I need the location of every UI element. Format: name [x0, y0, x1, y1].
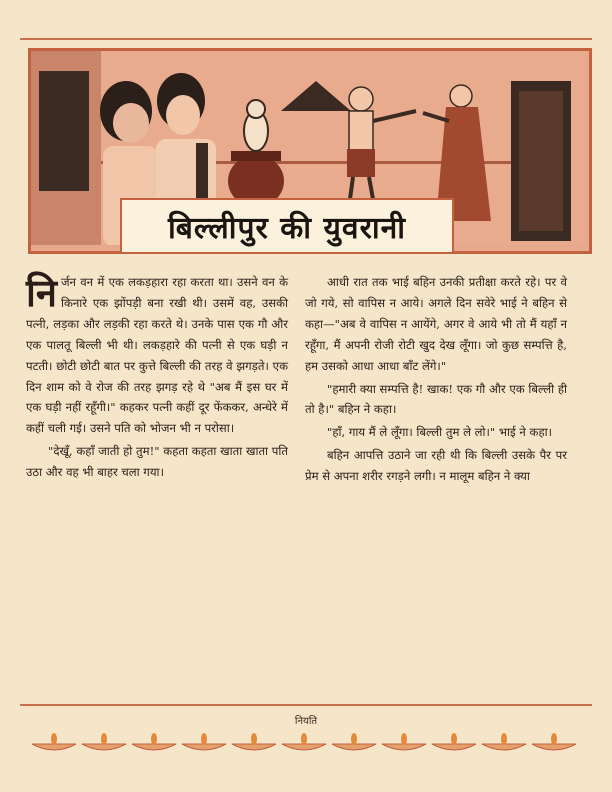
footer-border-line — [20, 704, 592, 706]
paragraph: आधी रात तक भाई बहिन उनकी प्रतीक्षा करते रहे। पर वे जो गये, सो वापिस न आये। अगले दिन सवेरे भाई ने बहिन से कहा—"अब वे वापिस न आयेंगे, अगर वे आये भी तो मैं यहाँ न रहूँगा, मैं अपनी रोजी रोटी खुद देख लूँगा। जो कुछ सम्पत्ति है, हम उसको आधा आधा बाँट लेंगे।" — [305, 275, 567, 373]
paragraph — [26, 272, 288, 439]
story-title: बिल्लीपुर की युवरानी — [167, 210, 407, 246]
paragraph: बहिन आपत्ति उठाने जा रही थी कि बिल्ली उसके पैर पर प्रेम से अपना शरीर रगड़ने लगी। न मालूम बहिन ने क्या — [305, 448, 567, 484]
title-panel — [120, 198, 454, 254]
lamp-border-decoration — [28, 730, 584, 754]
drop-cap: नि — [26, 271, 57, 315]
text-column-left — [26, 272, 288, 485]
magazine-name: नियति — [294, 716, 318, 727]
text-column-right — [305, 272, 567, 489]
paragraph-text: र्जन वन में एक लकड़हारा रहा करता था। उसने वन के किनारे एक झोंपड़ी बना रखी थी। उसमें वह, उसकी पत्नी, लड़का और लड़की रहा करते थे। उनके पास एक गौ और एक पालतू बिल्ली भी थी। लकड़हारे की पत्नी से एक घड़ी न पटती। छोटी छोटी बात पर कुत्ते बिल्ली की तरह वे झगड़ते। एक दिन शाम को वे रोज की तरह झगड़ रहे थे "अब मैं इस घर में एक घड़ी नहीं रहूँगी।" कहकर पत्नी कहीं दूर फेंककर, अन्धेरे में कहीं चली गई। उसने पति को भोजन भी न परोसा। — [26, 275, 288, 436]
top-border-line — [20, 38, 592, 40]
paragraph: "देखूँ, कहाँ जाती हो तुम!" कहता कहता खाता खाता पति उठा और वह भी बाहर चला गया। — [26, 444, 288, 480]
paragraph: "हाँ, गाय मैं ले लूँगा। बिल्ली तुम ले लो।" भाई ने कहा। — [327, 425, 552, 440]
paragraph: "हमारी क्या सम्पत्ति है! खाक! एक गौ और एक बिल्ली ही तो है।" बहिन ने कहा। — [305, 381, 567, 417]
